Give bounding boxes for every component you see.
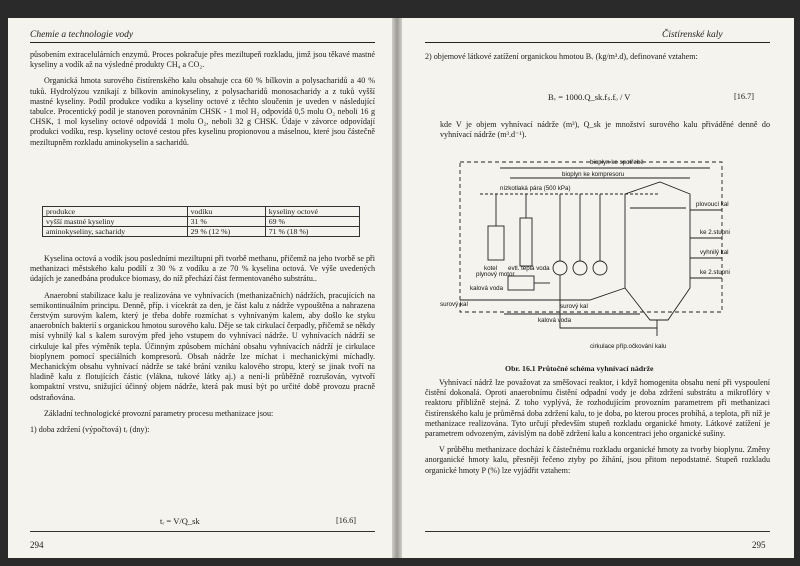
left-paragraph-3: Kyselina octová a vodík jsou posledními meziltupni při tvorbě methanu, přičemž na jeho tvorbě se při methanizaci městského kalu podílí z 30 % z vodíku a ze 70 % kyselina octová. Ve výše uvedených údajích je zanedbána produkce biomasy, do níž přechází část fermentovaného substrátu.. — [30, 254, 375, 284]
formula-16-7: Bᵥ = 1000.Q_sk.fₛ.fₒ / V — [548, 92, 631, 102]
right-paragraph-2: V průběhu methanizace dochází k částečnému rozkladu organické hmoty za tvorby bioplynu. Změny anorganické hmoty kalu, přesněji řečeno ztyby po žíhání, jsou přitom nepodstatné. Stupeň rozkladu organické hmoty P (%) lze vyjádřit vztahem: — [425, 445, 770, 475]
label-biogas-compressor: bioplyn ke kompresoru — [562, 171, 625, 178]
table-header-cell: produkce — [43, 207, 188, 217]
label-raw-sludge-in: surový kal — [440, 301, 468, 308]
label-sludge-water: kalová voda — [470, 285, 504, 292]
table-cell: 71 % (18 %) — [265, 227, 359, 237]
right-header-rule — [425, 42, 770, 43]
digester-flow-diagram — [440, 148, 760, 360]
table-cell: 31 % — [187, 217, 265, 227]
left-paragraph-4: Anaerobní stabilizace kalu je realizována ve vyhnívacích (methanizačních) nádržích, pracujících na semikontinuálním principu. Denně, příp. i vícekrát za den, je část kalu z nádrže vypouštěna a nahrazena čerstvým surovým kalem, který je třeba dobře rozmíchat s vyhnívaným kalem, aby došlo ke styku anaerobních bakterií s organickou hmotou surového kalu. Děje se tak cirkulací čerpadly, přičemž se někdy mísí vyhnilý kal s kalem surovým před jeho vstupem do vyhnívací nádrže. U vyhnívacích nádrží se cirkuluje kal přes výměník tepla. Účinným způsobem míchání obsahu vyhnívacích nádrží je cirkulace bioplynem pomocí speciálních kompresorů. Obsah nádrže lze míchat i mechanickými míchadly. Mechanickým obsahu vyhnívací nádrže se také brání vzniku kalového stropu, který se jinak tvoří na hladině kalu z flotujících částic (vlákna, tukové látky aj.) a není-li průběžně rozrušován, vytvoří kompaktní vrstvu, snižující účinný objem nádrže, která pak musí být po určité době provozu pracně odstraňována. — [30, 290, 375, 402]
list-item-2: 2) objemové látkové zatížení organickou hmotou Bᵥ (kg/m³.d), definované vztahem: — [425, 52, 698, 61]
table-header-cell: vodíku — [187, 207, 265, 217]
label-water-heater: evtl. teplá voda — [508, 265, 550, 272]
table-cell: 69 % — [265, 217, 359, 227]
heat-exchanger — [520, 218, 532, 266]
right-footer-rule — [425, 531, 770, 532]
left-paragraph-5: Základní technologické provozní parametry procesu methanizace jsou: — [44, 408, 274, 418]
right-text — [425, 378, 770, 476]
gas-motor — [508, 276, 534, 290]
book-gutter — [392, 18, 402, 558]
table-row — [43, 227, 360, 237]
label-biogas-consumer: bioplyn ke spotřebě — [590, 159, 644, 166]
label-circulation: cirkulace příp.očkování kalu — [590, 343, 667, 350]
digester-tank — [625, 182, 690, 320]
label-boiler: kotel — [484, 265, 498, 272]
label-stage2-b: ke 2.stupni — [700, 269, 730, 276]
pump-1 — [553, 261, 567, 275]
right-paragraph-1: Vyhnívací nádrž lze považovat za směšovací reaktor, i když homogenita obsahu není při vyspoulení čistění dokonalá. Oproti anaerobnímu čistění odpadní vody je doba zdržení substrátu a mikroflóry v reaktoru přibližně stejná. Z toho vyplývá, že rozhodujícím provozním parametrem při methanizaci čistírenského kalu je průměrná doba zdržení kalu, to je doba, po kterou proces probíhá, a teplota, při níž je methanizace realizována. Tyto určují především stupeň rozkladu organické hmoty. Látkové zatížení je parametrem odvozeným, závislým na době zdržení kalu a koncentraci jeho organické sušiny. — [425, 378, 770, 439]
vertical-pipes — [560, 194, 600, 261]
formula-16-6: tᵣ = V/Q_sk — [160, 516, 200, 526]
left-text-bottom — [30, 254, 375, 435]
right-page-number: 295 — [752, 540, 766, 550]
production-table — [42, 206, 360, 237]
pump-2 — [573, 261, 587, 275]
boiler — [488, 226, 504, 260]
label-floating-sludge: plovoucí kal — [696, 201, 729, 208]
left-running-header: Chemie a technologie vody — [30, 30, 134, 40]
left-footer-rule — [30, 531, 375, 532]
left-paragraph-2: Organická hmota surového čistírenského kalu obsahuje cca 60 % bílkovin a polysacharidů a 40 % tuků. Hydrolýzou vznikají z bílkovin aminokyseliny, z polysacharidů monosacharidy a z tuků vyšší mastné kyseliny. Podíl produkce vodíku a kyseliny octové z těchto sloučenin je uveden v následující tabulce. Procentický podíl je stanoven porovnáním CHSK - 1 mol H₂ odpovídá 0,5 molu O₂ neboli 16 g CHSK, 1 mol kyseliny octové odpovídá 1 molu O₂, neboli 32 g CHSK. Údaje v závorce odpovídají produkci vodíku, resp. kyseliny octové cestou přes kyselinu propionovou a máselnou, které jsou částečně meziltupněm rozkladu aminokyselin a sacharidů. — [30, 76, 375, 147]
right-running-header: Čistírenské kaly — [662, 30, 723, 40]
label-gas-motor: plynový motor — [476, 271, 515, 278]
left-text-top — [30, 50, 375, 148]
label-stage2-a: ke 2.stupni — [700, 229, 730, 236]
list-item-1: 1) doba zdržení (výpočtová) tᵣ (dny): — [30, 425, 150, 435]
equipment-feeds — [496, 194, 526, 226]
left-paragraph-1: působením extracelulárních enzymů. Proces pokračuje přes meziltupeň rozkladu, jimž jsou těkavé mastné kyseliny a vodík až na výsledné produkty CH₄ a CO₂. — [30, 50, 375, 70]
table-header-cell: kyseliny octové — [265, 207, 359, 217]
equation-number-16-7: [16.7] — [734, 92, 755, 101]
left-header-rule — [30, 42, 375, 43]
equation-number-16-6: [16.6] — [336, 516, 357, 525]
table-row — [43, 217, 360, 227]
table-cell: vyšší mastné kyseliny — [43, 217, 188, 227]
table-cell: 29 % (12 %) — [187, 227, 265, 237]
label-raw-sludge: surový kal — [560, 303, 588, 310]
table-header-row — [43, 207, 360, 217]
label-digested-sludge: vyhnilý kal — [700, 249, 729, 256]
table-cell: aminokyseliny, sacharidy — [43, 227, 188, 237]
left-page-number: 294 — [30, 540, 44, 550]
figure-caption: Obr. 16.1 Průtočné schéma vyhnívací nádrže — [505, 364, 654, 373]
formula-explanation: kde V je objem vyhnívací nádrže (m³), Q_sk je množství surového kalu přiváděné denně do vyhnívací nádrže (m³.d⁻¹). — [440, 120, 770, 140]
circulation-line — [560, 275, 657, 328]
label-steam: nízkotlaká pára (500 kPa) — [500, 185, 571, 192]
pump-3 — [593, 261, 607, 275]
label-sludge-water-b: kalová voda — [538, 317, 572, 324]
